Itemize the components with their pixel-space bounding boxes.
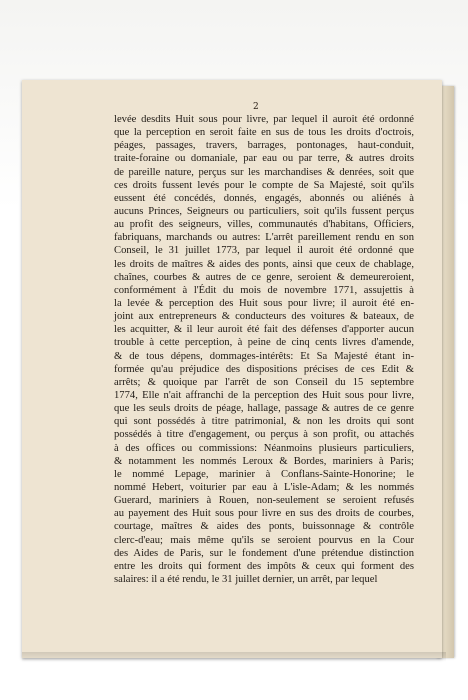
text-line: au profit des seigneurs, villes, communautés d'habitans, Officiers, (114, 219, 414, 231)
page-number: 2 (253, 102, 259, 112)
text-line: ces droits fussent levés pour le compte de Sa Majesté, soit qu'ils (114, 179, 414, 191)
text-line: levée desdits Huit sous pour livre, par lequel il auroit été ordonné (114, 114, 414, 125)
text-line: eussent été concédés, donnés, engagés, abonnés ou aliénés à (114, 192, 414, 204)
text-line: les acquitter, & il leur auroit été fait des défenses d'apporter aucun (114, 324, 414, 336)
text-line: que la perception en seroit faite en sus de tous les droits d'octrois, (114, 127, 414, 139)
text-line: joint aux entrepreneurs & conducteurs des voitures & bateaux, de (114, 311, 414, 323)
text-line: 1774, Elle n'ait affranchi de la perception des Huit sous pour livre, (114, 389, 414, 401)
text-line: Conseil, le 31 juillet 1773, par lequel il auroit été ordonné que (114, 245, 414, 257)
text-line: & de tous dépens, dommages-intérêts: Et Sa Majesté étant in- (114, 350, 414, 362)
text-line: traite-foraine ou domaniale, par eau ou par terre, & autres droits (114, 153, 414, 165)
text-line: possédés à titre d'engagement, ou perçus à son profit, ou attachés (114, 429, 414, 441)
text-line: formée qu'au préjudice des dispositions précises de ces Edit & (114, 363, 414, 375)
text-line: clerc-d'eau; mais même qu'ils se seroient pourvus en la Cour (114, 534, 414, 546)
text-line: salaires: il a été rendu, le 31 juillet dernier, un arrêt, par lequel (114, 573, 378, 585)
text-line: arrêts; & quoique par l'arrêt de son Conseil du 15 septembre (114, 376, 414, 388)
body-text (114, 113, 414, 586)
text-line: péages, passages, travers, barrages, pontonages, haut-conduit, (114, 140, 414, 152)
text-line: des Aides de Paris, sur le fondement d'une prétendue distinction (114, 547, 414, 559)
text-line: les droits de maîtres & aides des ponts, ainsi que ceux de chablage, (114, 258, 414, 270)
text-line: & notamment les nommés Leroux & Bordes, mariniers à Paris; (114, 455, 414, 467)
text-line: conformément à l'Édit du mois de novembre 1771, assujettis à (114, 284, 414, 296)
text-line: courtage, maîtres & aides des ponts, buissonnage & contrôle (114, 521, 414, 533)
text-line: nommé Hebert, voiturier par eau à L'isle-Adam; & les nommés (114, 481, 414, 493)
text-line: que les seuls droits de péage, hallage, passage & autres de ce genre (114, 403, 414, 415)
text-line: au payement des Huit sous pour livre en sus des droits de courbes, (114, 508, 414, 520)
text-line: qui sont possédés à titre patrimonial, & non les droits qui sont (114, 416, 414, 428)
text-line: le nommé Lepage, marinier à Conflans-Sainte-Honorine; le (114, 468, 414, 480)
page-shadow (22, 652, 446, 662)
text-line: aucuns Princes, Seigneurs ou particuliers, soit qu'ils fussent perçus (114, 205, 414, 217)
text-line: de pareille nature, perçus sur les marchandises & denrées, soit que (114, 166, 414, 178)
text-line: trouble à cette perception, à peine de cinq cents livres d'amende, (114, 337, 414, 349)
text-line: entre les droits qui forment des impôts & ceux qui forment des (114, 560, 414, 572)
text-line: à des offices ou commissions: Néanmoins plusieurs particuliers, (114, 442, 414, 454)
text-line: fabriquans, marchands ou autres: L'arrêt pareillement rendu en son (114, 232, 414, 244)
text-line: la levée & perception des Huit sous pour livre; il auroit été en- (114, 297, 414, 309)
text-line: Guerard, mariniers à Rouen, non-seulement se seroient refusés (114, 495, 414, 507)
text-line: chaînes, courbes & autres de ce genre, seroient & demeureroient, (114, 271, 414, 283)
